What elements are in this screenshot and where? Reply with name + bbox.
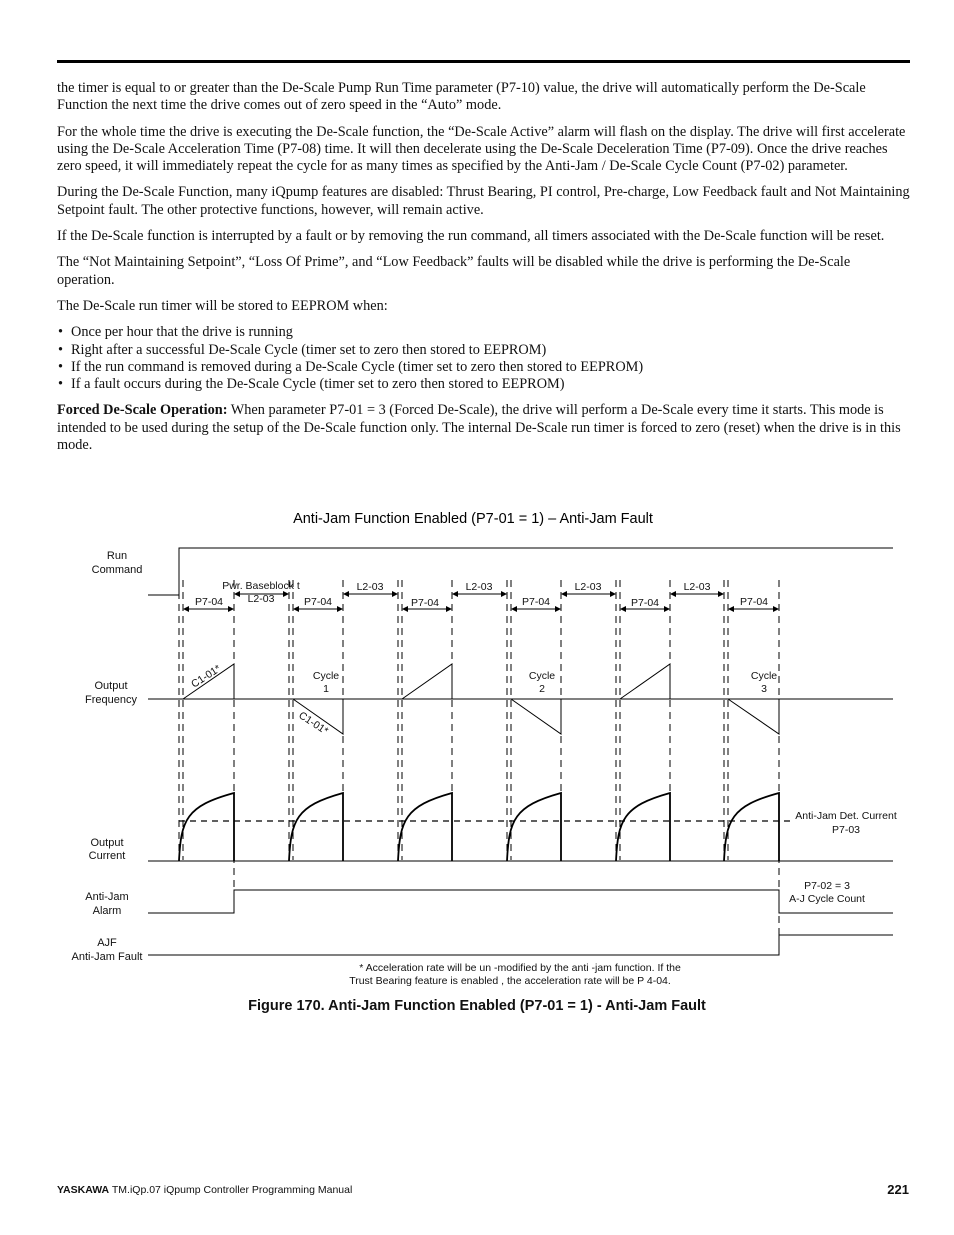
alarm-label-2: Alarm [92,905,122,917]
run-label-2: Command [91,564,143,576]
fault-label: AJF [97,937,117,949]
pwr-baseblock-label: Pwr. Baseblock t [222,580,300,592]
run-label: Run [106,550,128,562]
cycle-label: Cycle [528,670,556,682]
ajc-cycle-count-label: A-J Cycle Count [789,893,865,905]
current-label: Output [90,837,124,849]
paragraph: The De-Scale run timer will be stored to EEPROM when: [57,297,388,314]
l2-03-label: L2-03 [683,581,711,593]
p7-04-label: P7-04 [410,597,440,609]
p7-04-label: P7-04 [739,596,769,608]
cycle-label: Cycle [312,670,340,682]
output-frequency-waveform [148,664,893,734]
p7-04-label: P7-04 [303,596,333,608]
anti-jam-alarm-waveform [148,890,893,913]
l2-03-label: L2-03 [356,581,384,593]
paragraph: During the De-Scale Function, many iQpump features are disabled: Thrust Bearing, PI control, Pre-charge, Low Feedback fault and Not Maintaining Setpoint fault. The other protective functions, however, will remain active. [57,184,910,218]
cycle-label: Cycle [750,670,778,682]
alarm-label: Anti-Jam [85,891,129,903]
forced-text: When parameter P7-01 = 3 (Forced De-Scale), the drive will perform a De-Scale every time it starts. This mode is intended to be used during the setup of the De-Scale function only. The internal De-Scale run timer is forced to zero (reset) when the drive is in this mode. [57,402,901,453]
brand-name: YASKAWA [57,1184,110,1196]
l2-03-label: L2-03 [465,581,493,593]
freq-label-2: Frequency [85,694,137,706]
timing-dividers [179,580,779,955]
c1-01-decel-label: C1-01* [296,709,331,738]
diagram-title: Anti-Jam Function Enabled (P7-01 = 1) – Anti-Jam Fault [293,511,653,527]
p7-04-label: P7-04 [194,596,224,608]
p7-04-label: P7-04 [630,597,660,609]
l2-03-label: L2-03 [247,593,275,605]
cycle-count-label: P7-02 = 3 [804,880,850,892]
list-item: • If a fault occurs during the De-Scale Cycle (timer set to zero then stored to EEPROM) [57,376,910,393]
paragraph: If the De-Scale function is interrupted by a fault or by removing the run command, all timers associated with the De-Scale function will be reset. [57,227,885,244]
cycle-number: 1 [323,683,329,695]
output-current-waveform [148,793,893,861]
p7-04-label: P7-04 [521,596,551,608]
footnote: Trust Bearing feature is enabled , the acceleration rate will be P 4-04. [349,975,671,987]
page-number: 221 [887,1182,909,1197]
list-item: • If the run command is removed during a De-Scale Cycle (timer set to zero then stored to EEPROM) [57,359,910,376]
figure-caption: Figure 170. Anti-Jam Function Enabled (P7-01 = 1) - Anti-Jam Fault [248,998,706,1014]
footnote: * Acceleration rate will be un -modified by the anti -jam function. If the [359,962,681,974]
freq-label: Output [94,680,128,692]
c1-01-accel-label: C1-01* [189,662,224,691]
paragraph: The “Not Maintaining Setpoint”, “Loss Of Prime”, and “Low Feedback” faults will be disabled while the drive is performing the De-Scale operation. [57,254,851,288]
forced-label: Forced De-Scale Operation: [57,402,228,419]
paragraph: For the whole time the drive is executing the De-Scale function, the “De-Scale Active” alarm will flash on the display. The drive will first accelerate using the De-Scale Acceleration Time (P7-08) time. It will then decelerate using the De-Scale Deceleration Time (P7-09). Once the drive reaches zero speed, it will immediately repeat the cycle for as many times as specified by the Anti-Jam / De-Scale Cycle Count (P7-02) parameter. [57,123,906,174]
current-label-2: Current [88,850,126,862]
paragraph: the timer is equal to or greater than the De-Scale Pump Run Time parameter (P7-10) value, the drive will automatically perform the De-Scale Function the next time the drive comes out of zero speed in the “Auto” mode. [57,80,866,114]
manual-title: TM.iQp.07 iQpump Controller Programming Manual [109,1184,353,1196]
fault-label-2: Anti-Jam Fault [71,951,143,963]
list-item: • Once per hour that the drive is running [57,324,910,341]
cycle-number: 2 [539,683,545,695]
anti-jam-det-current-label: Anti-Jam Det. Current [795,810,897,822]
anti-jam-fault-waveform [148,935,893,955]
footer-manual [57,1184,352,1196]
cycle-number: 3 [761,683,767,695]
l2-03-label: L2-03 [574,581,602,593]
p7-03-label: P7-03 [831,824,861,836]
list-item: • Right after a successful De-Scale Cycle (timer set to zero then stored to EEPROM) [57,342,910,359]
